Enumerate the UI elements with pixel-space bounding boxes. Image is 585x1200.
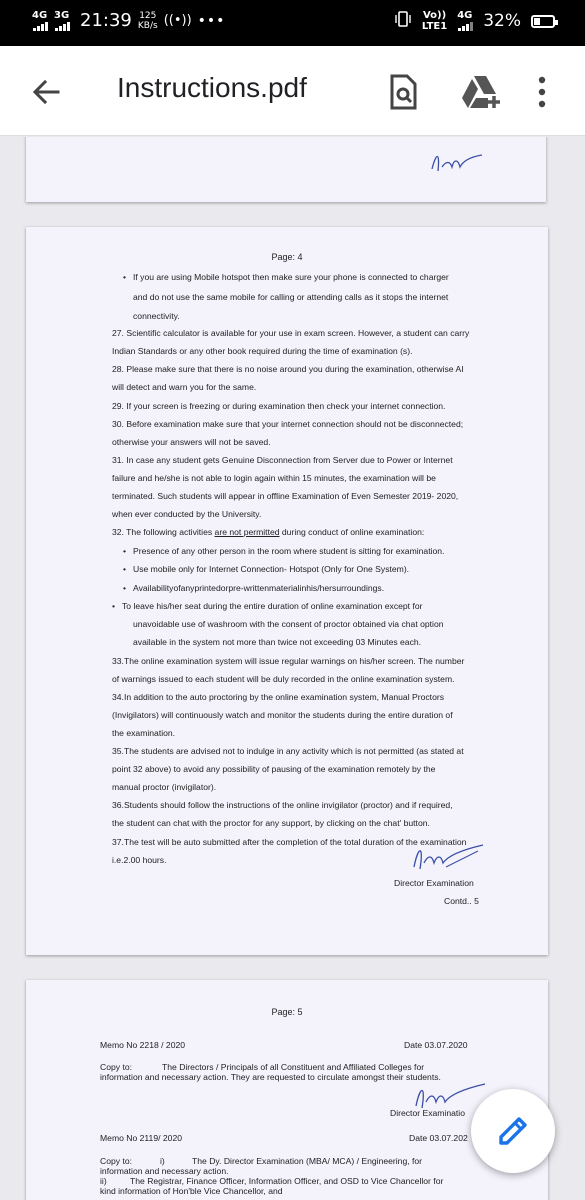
memo-line: The Directors / Principals of all Constituent and Affiliated Colleges for xyxy=(162,1062,425,1072)
instruction-line: failure and he/she is not able to login again within 15 minutes, the examination will be xyxy=(112,473,436,483)
memo-number: Memo No 2218 / 2020 xyxy=(100,1040,186,1050)
list-marker: ii) xyxy=(100,1176,107,1186)
memo-number: Memo No 2119/ 2020 xyxy=(100,1133,183,1143)
status-bar xyxy=(0,0,585,46)
instruction-line: 35.The students are advised not to indulge in any activity which is not permitted (as stated at xyxy=(112,746,464,756)
pdf-viewer[interactable] xyxy=(0,137,585,1200)
text-run: during conduct of online examination: xyxy=(279,527,425,537)
net-speed xyxy=(138,11,158,31)
copy-to-label: Copy to: xyxy=(100,1062,133,1072)
instruction-line: 27. Scientific calculator is available for your use in exam screen. However, a student can carry xyxy=(112,328,470,338)
pdf-page-3 xyxy=(26,137,546,202)
app-bar xyxy=(0,46,585,136)
instruction-line: • If you are using Mobile hotspot then make sure your phone is connected to charger xyxy=(133,272,449,282)
instruction-line: and do not use the same mobile for calling or attending calls as it stops the internet xyxy=(133,292,449,302)
underlined-text: are not permitted xyxy=(214,527,280,537)
status-left xyxy=(32,10,225,31)
instruction-line: unavoidable use of washroom with the consent of proctor obtained via chat option xyxy=(133,619,444,629)
signal-bars-icon xyxy=(55,21,70,31)
instruction-line: • To leave his/her seat during the entire duration of online examination except for xyxy=(122,601,423,611)
find-in-page-icon[interactable] xyxy=(383,72,423,112)
volte-bottom: LTE1 xyxy=(421,21,448,32)
instruction-line: i.e.2.00 hours. xyxy=(112,855,167,865)
signal-bars-icon xyxy=(458,21,473,31)
instruction-line: 29. If your screen is freezing or during examination then check your internet connection. xyxy=(112,401,446,411)
network-type-label: 4G xyxy=(457,10,473,21)
copy-to-label: Copy to: xyxy=(100,1156,133,1166)
signature-icon xyxy=(426,147,486,177)
instruction-line: manual proctor (invigilator). xyxy=(112,782,217,792)
memo-date: Date 03.07.202 xyxy=(409,1133,468,1143)
instruction-line: point 32 above) to avoid any possibility of pausing of the examination remotely by the xyxy=(112,764,436,774)
memo-line: kind information of Hon'ble Vice Chancellor, and xyxy=(100,1186,283,1196)
edit-pencil-icon xyxy=(471,1089,555,1173)
clock: 21:39 xyxy=(80,10,132,31)
page-number-label: Page: 4 xyxy=(271,252,303,262)
instruction-line: Indian Standards or any other book required during the time of examination (s). xyxy=(112,346,413,356)
text-run: 32. The following activities xyxy=(112,527,215,537)
instruction-line: 34.In addition to the auto proctoring by the online examination system, Manual Proctors xyxy=(112,692,445,702)
volte-indicator xyxy=(422,10,447,32)
hotspot-icon: ((•)) xyxy=(163,13,192,28)
instruction-line: the student can chat with the proctor for any support, by clicking on the chat' button. xyxy=(112,818,430,828)
back-arrow-icon[interactable] xyxy=(28,74,64,110)
net-speed-unit: KB/s xyxy=(137,20,158,31)
instruction-line: • Use mobile only for Internet Connection- Hotspot (Only for One System). xyxy=(133,564,409,574)
status-right xyxy=(394,10,555,32)
list-marker: i) xyxy=(160,1156,165,1166)
instruction-line: 30. Before examination make sure that your internet connection should not be disconnected; xyxy=(112,419,464,429)
battery-percent: 32% xyxy=(483,11,521,31)
instruction-line: 28. Please make sure that there is no noise around you during the examination, otherwise AI xyxy=(112,364,464,374)
memo-line: The Dy. Director Examination (MBA/ MCA) / Engineering, for xyxy=(192,1156,423,1166)
vibrate-icon xyxy=(394,11,412,31)
instruction-line: 33.The online examination system will issue regular warnings on his/her screen. The number xyxy=(112,656,465,666)
instruction-line: 37.The test will be auto submitted after the completion of the total duration of the examination xyxy=(112,837,467,847)
network-indicator-2 xyxy=(54,11,70,31)
memo-line: information and necessary action. xyxy=(100,1166,229,1176)
network-type-label: 4G xyxy=(32,9,48,21)
instruction-line xyxy=(112,527,424,537)
instruction-line: terminated. Such students will appear in offline Examination of Even Semester 2019- 2020, xyxy=(112,491,459,501)
memo-line: The Registrar, Finance Officer, Information Officer, and OSD to Vice Chancellor for xyxy=(130,1176,444,1186)
drive-add-icon[interactable] xyxy=(460,72,500,112)
net-speed-value: 125 xyxy=(139,10,157,21)
memo-line: information and necessary action. They are requested to circulate amongst their students. xyxy=(100,1072,441,1082)
battery-icon xyxy=(531,15,555,28)
network-indicator-1 xyxy=(32,11,48,31)
instruction-line: available in the system not more than twice not exceeding 03 Minutes each. xyxy=(133,637,422,647)
signatory-title: Director Examinatio xyxy=(390,1108,465,1118)
page-number-label: Page: 5 xyxy=(271,1007,303,1017)
signature-icon xyxy=(406,837,496,877)
pdf-page-4 xyxy=(26,227,548,955)
more-vert-icon[interactable] xyxy=(532,72,552,112)
instruction-line: of warnings issued to each student will be duly recorded in the online examination system. xyxy=(112,674,455,684)
network-type-label: 3G xyxy=(54,9,70,21)
network-indicator-3 xyxy=(457,11,473,31)
instruction-line: connectivity. xyxy=(133,311,180,321)
pdf-page-5 xyxy=(26,980,548,1200)
volte-top: Vo)) xyxy=(422,10,447,21)
instruction-line: • Presence of any other person in the room where student is sitting for examination. xyxy=(133,546,444,556)
signatory-title: Director Examination xyxy=(394,878,474,888)
continued-note: Contd.. 5 xyxy=(444,896,479,906)
more-notifications-icon: ••• xyxy=(197,12,226,29)
instruction-line: the examination. xyxy=(112,728,176,738)
instruction-line: when ever conducted by the University. xyxy=(112,509,262,519)
instruction-line: 31. In case any student gets Genuine Disconnection from Server due to Power or Internet xyxy=(112,455,453,465)
edit-button[interactable] xyxy=(471,1089,555,1173)
instruction-line: • Availabilityofanyprintedorpre-writtenmaterialinhis/hersurroundings. xyxy=(133,583,384,593)
signal-bars-icon xyxy=(33,21,48,31)
instruction-line: 36.Students should follow the instructions of the online invigilator (proctor) and if required, xyxy=(112,800,453,810)
instruction-line: otherwise your answers will not be saved. xyxy=(112,437,271,447)
memo-date: Date 03.07.2020 xyxy=(404,1040,468,1050)
instruction-line: (Invigilators) will continuously watch and monitor the students during the entire duration of xyxy=(112,710,453,720)
document-title: Instructions.pdf xyxy=(117,72,307,103)
instruction-line: will detect and warn you for the same. xyxy=(112,382,257,392)
